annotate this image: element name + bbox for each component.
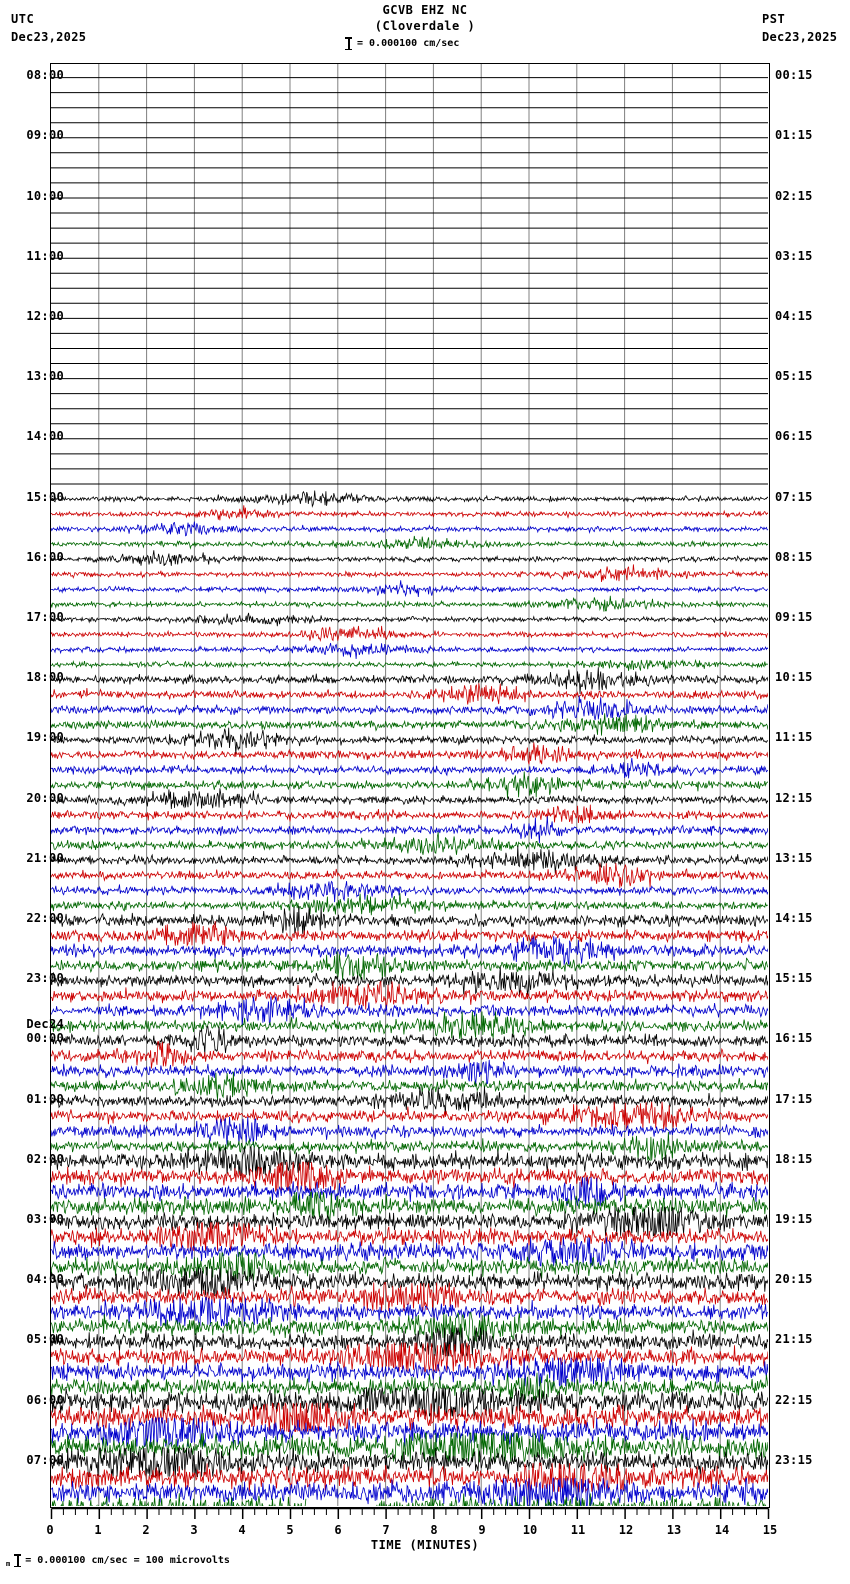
row-label-utc-0800: 08:00 <box>26 68 64 83</box>
row-label-utc-2300: 23:00 <box>26 971 64 986</box>
row-label-pst-1415: 14:15 <box>775 911 813 925</box>
row-label-pst-0715: 07:15 <box>775 489 813 504</box>
row-label-pst-1815: 18:15 <box>775 1151 813 1166</box>
axis-tick-13: 13 <box>666 1523 682 1537</box>
footer-scale-legend <box>6 1554 230 1567</box>
utc-timezone-label: UTC <box>11 12 35 26</box>
time-axis <box>50 1508 770 1509</box>
axis-tick-4: 4 <box>238 1523 246 1537</box>
row-label-pst-0015: 00:15 <box>775 68 813 83</box>
axis-tick-1: 1 <box>94 1523 102 1537</box>
row-label-pst-0615: 06:15 <box>775 429 813 444</box>
row-label-pst-1215: 12:15 <box>775 790 813 805</box>
row-label-utc-0300: 03:00 <box>26 1212 64 1226</box>
row-label-utc-1500: 15:00 <box>26 489 64 504</box>
station-title: GCVB EHZ NC <box>382 3 468 17</box>
row-label-pst-0915: 09:15 <box>775 609 813 624</box>
axis-tick-8: 8 <box>430 1523 438 1537</box>
scale-legend-text: = 0.000100 cm/sec <box>357 38 460 49</box>
row-label-utc-0900: 09:00 <box>26 128 64 143</box>
axis-tick-10: 10 <box>522 1523 538 1537</box>
axis-tick-12: 12 <box>618 1523 634 1537</box>
row-label-utc-1200: 12:00 <box>26 308 64 323</box>
row-label-utc-2100: 21:00 <box>26 850 64 865</box>
row-label-utc-0600: 06:00 <box>26 1392 64 1407</box>
row-label-pst-0115: 01:15 <box>775 128 813 143</box>
station-subtitle: (Cloverdale ) <box>374 19 476 33</box>
row-label-utc-1800: 18:00 <box>26 670 64 685</box>
row-label-pst-2215: 22:15 <box>775 1392 813 1407</box>
day-change-marker: Dec24 <box>26 1017 64 1032</box>
axis-tick-0: 0 <box>46 1523 54 1537</box>
axis-tick-7: 7 <box>382 1523 390 1537</box>
row-label-utc-0000: 00:00 <box>26 1031 64 1046</box>
axis-tick-11: 11 <box>570 1523 586 1537</box>
row-label-pst-1115: 11:15 <box>775 730 813 745</box>
row-label-pst-1315: 13:15 <box>775 850 813 865</box>
trace-canvas[interactable] <box>50 63 770 1508</box>
axis-tick-14: 14 <box>714 1523 730 1537</box>
row-label-utc-1600: 16:00 <box>26 549 64 564</box>
row-label-utc-0700: 07:00 <box>26 1452 64 1467</box>
row-label-utc-1100: 11:00 <box>26 248 64 263</box>
row-label-pst-0515: 05:15 <box>775 369 813 384</box>
row-label-pst-1515: 15:15 <box>775 971 813 986</box>
utc-date-label: Dec23,2025 <box>11 30 87 44</box>
row-label-pst-0215: 02:15 <box>775 188 813 203</box>
row-label-pst-0415: 04:15 <box>775 308 813 323</box>
row-label-pst-2315: 23:15 <box>775 1452 813 1467</box>
row-label-utc-1700: 17:00 <box>26 609 64 624</box>
time-axis-title: TIME (MINUTES) <box>370 1538 480 1552</box>
header <box>0 0 850 58</box>
row-label-utc-2000: 20:00 <box>26 790 64 805</box>
row-label-utc-0500: 05:00 <box>26 1332 64 1347</box>
row-label-pst-0815: 08:15 <box>775 549 813 564</box>
seismic-traces-svg <box>51 64 768 1506</box>
axis-tick-3: 3 <box>190 1523 198 1537</box>
row-label-pst-1015: 10:15 <box>775 670 813 685</box>
row-label-utc-1400: 14:00 <box>26 429 64 444</box>
row-label-pst-1615: 16:15 <box>775 1031 813 1046</box>
row-label-utc-0200: 02:00 <box>26 1151 64 1166</box>
row-label-pst-2015: 20:15 <box>775 1272 813 1287</box>
amplitude-bar-icon <box>345 37 352 50</box>
time-axis-ticks <box>50 1508 771 1522</box>
pst-timezone-label: PST <box>762 12 786 26</box>
helicorder-plot-area <box>0 58 850 1510</box>
axis-tick-2: 2 <box>142 1523 150 1537</box>
row-label-utc-1000: 10:00 <box>26 188 64 203</box>
row-label-pst-1915: 19:15 <box>775 1212 813 1226</box>
row-label-utc-0400: 04:00 <box>26 1272 64 1287</box>
axis-tick-5: 5 <box>286 1523 294 1537</box>
scale-legend <box>345 37 459 50</box>
row-label-utc-2200: 22:00 <box>26 911 64 925</box>
pst-date-label: Dec23,2025 <box>762 30 838 44</box>
row-label-utc-1300: 13:00 <box>26 369 64 384</box>
axis-tick-15: 15 <box>762 1523 778 1537</box>
row-label-pst-0315: 03:15 <box>775 248 813 263</box>
footer-prefix: m <box>6 1559 11 1568</box>
axis-tick-6: 6 <box>334 1523 342 1537</box>
row-label-pst-2115: 21:15 <box>775 1332 813 1347</box>
footer-scale-text: = 0.000100 cm/sec = 100 microvolts <box>25 1555 230 1566</box>
axis-tick-9: 9 <box>478 1523 486 1537</box>
row-label-utc-0100: 01:00 <box>26 1091 64 1106</box>
row-label-pst-1715: 17:15 <box>775 1091 813 1106</box>
row-label-utc-1900: 19:00 <box>26 730 64 745</box>
amplitude-bar-icon <box>14 1554 21 1567</box>
